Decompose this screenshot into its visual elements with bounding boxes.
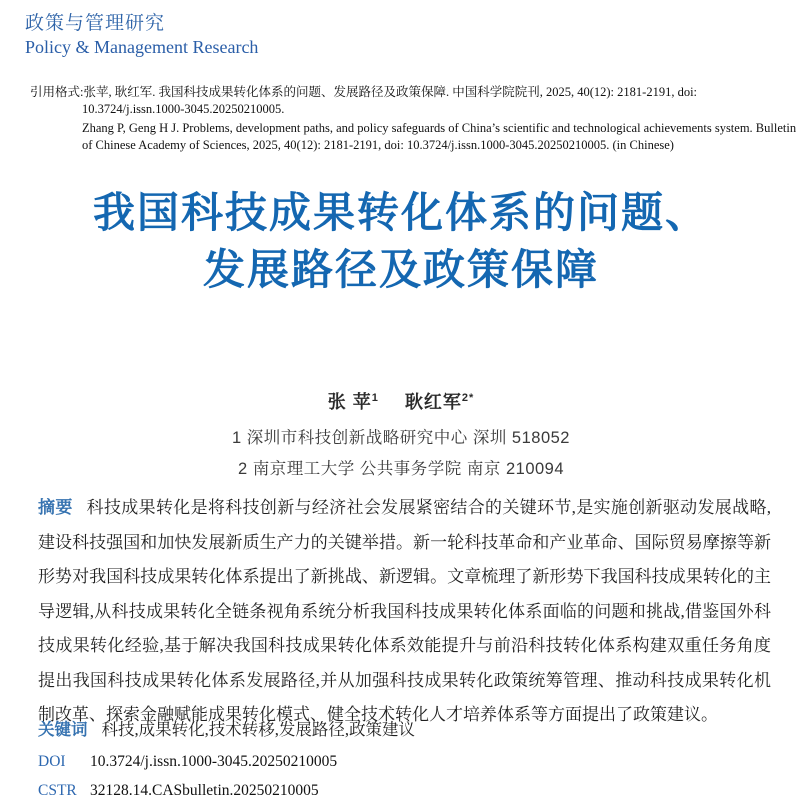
author-2-name: 耿红军 bbox=[404, 392, 462, 412]
keywords-text: 科技,成果转化,技术转移,发展路径,政策建议 bbox=[101, 720, 415, 739]
citation-block bbox=[30, 84, 800, 154]
journal-column-header bbox=[25, 8, 258, 58]
abstract bbox=[38, 491, 771, 733]
author-1 bbox=[328, 392, 379, 412]
doi-value: 10.3724/j.issn.1000-3045.20250210005 bbox=[90, 753, 338, 770]
doi-label: DOI bbox=[38, 753, 66, 770]
author-1-affiliation-mark: 1 bbox=[371, 392, 379, 404]
abstract-text: 科技成果转化是将科技创新与经济社会发展紧密结合的关键环节,是实施创新驱动发展战略,建设科技强国和加快发展新质生产力的关键举措。新一轮科技革命和产业革命、国际贸易摩擦等新形势对我国科技成果转化体系提出了新挑战、新逻辑。文章梳理了新形势下我国科技成果转化的主导逻辑,从科技成果转化全链条视角系统分析我国科技成果转化体系面临的问题和挑战,借鉴国外科技成果转化经验,基于解决我国科技成果转化体系效能提升与前沿科技转化体系构建双重任务角度提出我国科技成果转化体系发展路径,并从加强科技成果转化政策统筹管理、推动科技成果转化机制改革、探索金融赋能成果转化模式、健全技术转化人才培养体系等方面提出了政策建议。 bbox=[38, 498, 772, 724]
cstr-label: CSTR bbox=[38, 782, 77, 799]
author-list bbox=[0, 388, 802, 414]
author-2 bbox=[405, 392, 474, 412]
affiliation-1: 1 深圳市科技创新战略研究中心 深圳 518052 bbox=[232, 429, 570, 447]
keywords-label: 关键词 bbox=[38, 721, 88, 739]
cstr-value: 32128.14.CASbulletin.20250210005 bbox=[90, 782, 319, 799]
article-title-line2: 发展路径及政策保障 bbox=[202, 246, 599, 293]
affiliation-2: 2 南京理工大学 公共事务学院 南京 210094 bbox=[237, 460, 565, 478]
article-title bbox=[0, 184, 802, 298]
author-2-affiliation-mark: 2* bbox=[461, 392, 475, 404]
cstr-row bbox=[38, 782, 771, 800]
column-title-zh: 政策与管理研究 bbox=[25, 13, 166, 34]
abstract-label: 摘要 bbox=[38, 498, 73, 517]
author-1-name: 张 苹 bbox=[327, 392, 372, 412]
citation-en: Zhang P, Geng H J. Problems, development paths, and policy safeguards of China’s scientific and technological achievements system. Bulletin of Chinese Academy of Sciences, 2025, 40(12): 2181-2191, doi: 10.3724/j.issn.1000-3045.20250210005. (in Chinese) bbox=[82, 121, 797, 152]
column-title-en: Policy & Management Research bbox=[25, 37, 259, 57]
citation-zh-text: 张苹, 耿红军. 我国科技成果转化体系的问题、发展路径及政策保障. 中国科学院院刊, 2025, 40(12): 2181-2191, doi: 10.3724/j.issn.1000-3045.20250210005. bbox=[82, 85, 698, 116]
article-title-line1: 我国科技成果转化体系的问题、 bbox=[92, 189, 709, 236]
citation-label: 引用格式: bbox=[30, 85, 84, 99]
doi-row bbox=[38, 753, 771, 771]
affiliation-list bbox=[0, 423, 802, 485]
keywords bbox=[38, 716, 771, 740]
citation-zh bbox=[30, 84, 800, 118]
